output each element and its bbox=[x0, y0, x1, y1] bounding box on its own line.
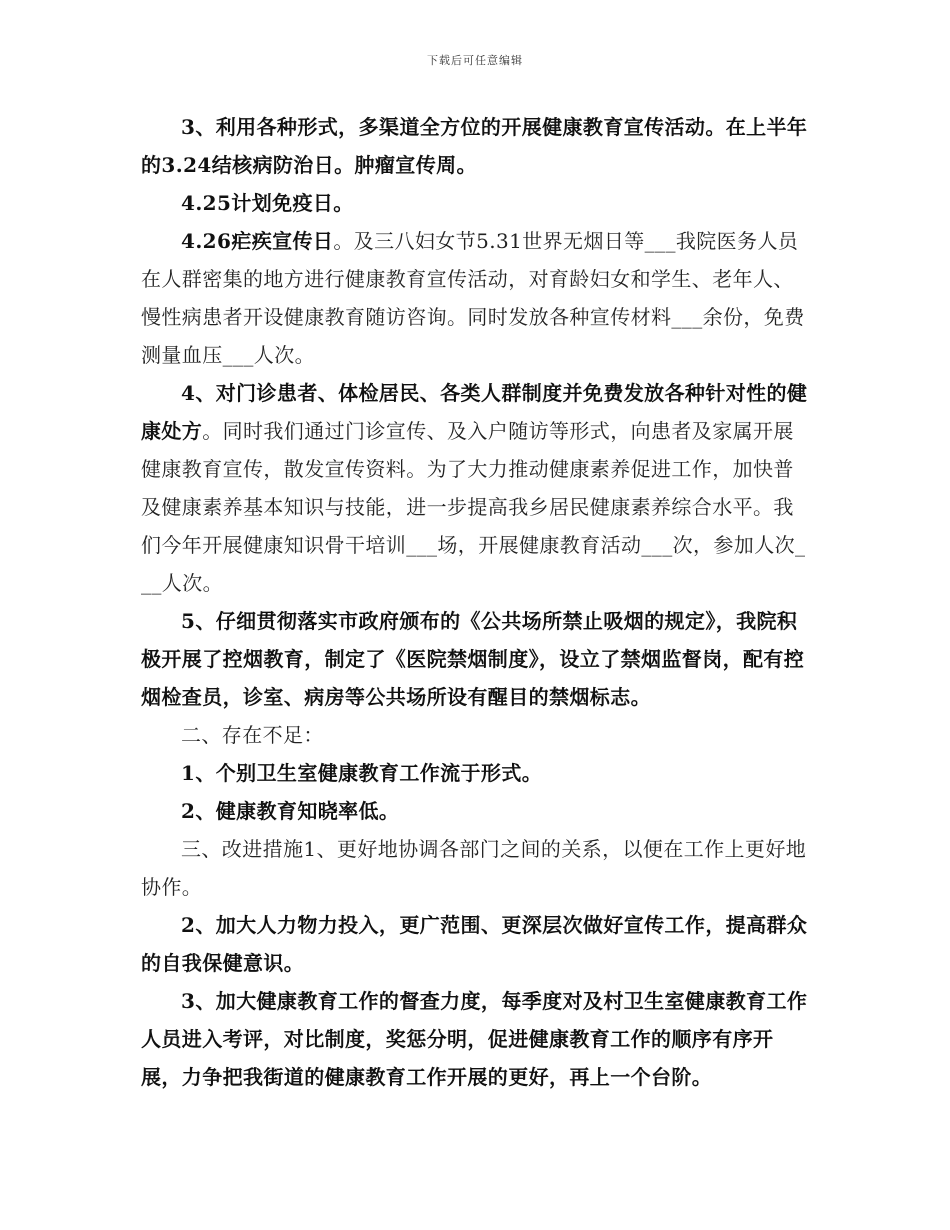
paragraph-bold-text: 3、加大健康教育工作的督查力度，每季度对及村卫生室健康教育工作人员进入考评，对比制度，奖惩分明，促进健康教育工作的顺序有序开展，力争把我街道的健康教育工作开展的更好，再上一个台阶。 bbox=[141, 989, 808, 1089]
paragraph-health-prescriptions bbox=[141, 374, 811, 602]
paragraph-improvement-2 bbox=[141, 906, 811, 982]
paragraph-improvement-1 bbox=[141, 830, 811, 906]
paragraph-bold-text: 2、加大人力物力投入，更广范围、更深层次做好宣传工作，提高群众的自我保健意识。 bbox=[141, 913, 808, 975]
paragraph-bold-text: 2、健康教育知晓率低。 bbox=[181, 799, 400, 823]
paragraph-bold-text: 4.26疟疾宣传日 bbox=[181, 229, 334, 253]
section-heading-shortcomings bbox=[141, 716, 811, 754]
paragraph-regular-text: 三、改进措施1、更好地协调各部门之间的关系，以便在工作上更好地协作。 bbox=[141, 837, 807, 899]
paragraph-regular-text: 。及三八妇女节5.31世界无烟日等___我院医务人员在人群密集的地方进行健康教育宣传活动，对育龄妇女和学生、老年人、慢性病患者开设健康教育随访咨询。同时发放各种宣传材料___余份，免费测量血压___人次。 bbox=[141, 229, 805, 367]
paragraph-bold-text: 1、个别卫生室健康教育工作流于形式。 bbox=[181, 761, 543, 785]
paragraph-publicity-activities bbox=[141, 108, 811, 184]
paragraph-shortcoming-1 bbox=[141, 754, 811, 792]
paragraph-improvement-3 bbox=[141, 982, 811, 1096]
paragraph-shortcoming-2 bbox=[141, 792, 811, 830]
header-note: 下载后可任意编辑 bbox=[427, 54, 523, 67]
paragraph-regular-text: 。同时我们通过门诊宣传、及入户随访等形式，向患者及家属开展健康教育宣传，散发宣传资料。为了大力推动健康素养促进工作，加快普及健康素养基本知识与技能，进一步提高我乡居民健康素养综合水平。我们今年开展健康知识骨干培训___场，开展健康教育活动___次，参加人次___人次。 bbox=[141, 419, 806, 595]
paragraph-immunization-day bbox=[141, 184, 811, 222]
document-body bbox=[141, 108, 811, 1096]
paragraph-regular-text: 二、存在不足： bbox=[181, 723, 324, 747]
paragraph-bold-text: 4、对门诊患者、体检居民、各类人群制度并免费发放各种针对性的健康处方 bbox=[141, 381, 808, 443]
paragraph-bold-text: 4.25计划免疫日。 bbox=[181, 191, 354, 215]
paragraph-malaria-day bbox=[141, 222, 811, 374]
paragraph-bold-text: 3、利用各种形式，多渠道全方位的开展健康教育宣传活动。在上半年的3.24结核病防治日。肿瘤宣传周。 bbox=[141, 115, 808, 177]
paragraph-tobacco-control bbox=[141, 602, 811, 716]
paragraph-bold-text: 5、仔细贯彻落实市政府颁布的《公共场所禁止吸烟的规定》，我院积极开展了控烟教育，制定了《医院禁烟制度》，设立了禁烟监督岗，配有控烟检查员，诊室、病房等公共场所设有醒目的禁烟标志。 bbox=[141, 609, 805, 709]
